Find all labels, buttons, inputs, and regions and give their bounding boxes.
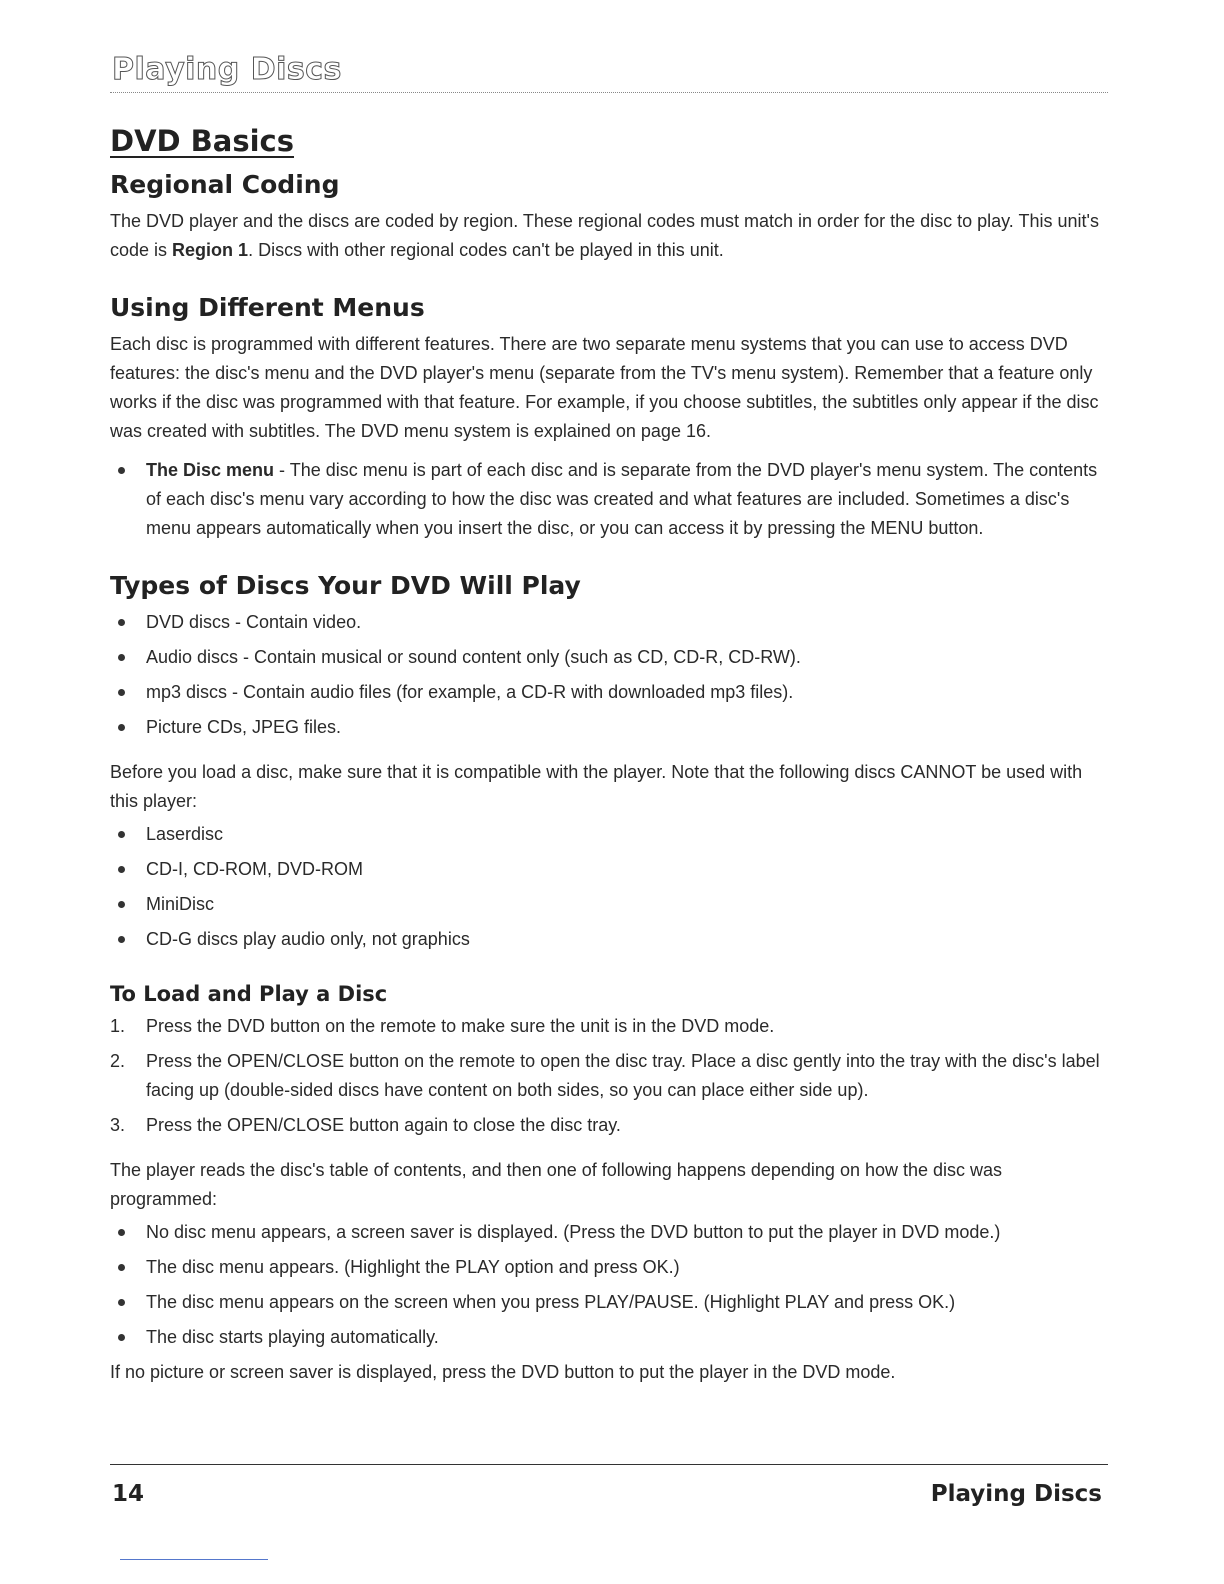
step-item: [110, 1012, 1108, 1041]
step-number: 3.: [110, 1115, 126, 1135]
menus-bullet-list: [110, 456, 1108, 543]
menus-heading: Using Different Menus: [110, 293, 425, 322]
step-item: [110, 1047, 1108, 1105]
disc-menu-term: The Disc menu: [146, 460, 275, 480]
player-reads-paragraph: The player reads the disc's table of contents, and then one of following happens depending on how the disc was programmed:: [110, 1160, 1003, 1209]
list-item: [110, 456, 1108, 543]
regional-coding-heading: Regional Coding: [110, 170, 340, 199]
page-footer: [110, 1464, 1108, 1507]
regional-text-after: . Discs with other regional codes can't be played in this unit.: [248, 240, 724, 260]
step-text: Press the OPEN/CLOSE button on the remote to open the disc tray. Place a disc gently into the tray with the disc's label facing up (double-sided discs have content on both sides, so you can place either side up).: [146, 1051, 1100, 1100]
regional-coding-paragraph: [110, 207, 1108, 265]
list-item: The disc menu appears on the screen when you press PLAY/PAUSE. (Highlight PLAY and press OK.): [110, 1288, 1108, 1317]
regional-text-before: The DVD player and the discs are coded by region. These regional codes must match in order for the disc to play. This unit's code is: [110, 211, 1099, 260]
footer-title: Playing Discs: [930, 1481, 1102, 1507]
compatibility-note: Before you load a disc, make sure that it is compatible with the player. Note that the following discs CANNOT be used with this player:: [110, 762, 1083, 811]
region-code: Region 1: [172, 240, 249, 260]
outcomes-list: [110, 1218, 1108, 1352]
step-number: 1.: [110, 1016, 126, 1036]
running-head: [110, 52, 1108, 93]
list-item: The disc starts playing automatically.: [110, 1323, 1108, 1352]
step-text: Press the DVD button on the remote to make sure the unit is in the DVD mode.: [146, 1016, 775, 1036]
list-item: CD-G discs play audio only, not graphics: [110, 925, 1108, 954]
list-item: CD-I, CD-ROM, DVD-ROM: [110, 855, 1108, 884]
list-item: Audio discs - Contain musical or sound content only (such as CD, CD-R, CD-RW).: [110, 643, 1108, 672]
page-number: 14: [112, 1481, 145, 1507]
list-item: DVD discs - Contain video.: [110, 608, 1108, 637]
scan-divider-line: [120, 1559, 268, 1560]
final-note: If no picture or screen saver is displayed, press the DVD button to put the player in the DVD mode.: [110, 1362, 896, 1382]
list-item: Picture CDs, JPEG files.: [110, 713, 1108, 742]
list-item: mp3 discs - Contain audio files (for example, a CD-R with downloaded mp3 files).: [110, 678, 1108, 707]
list-item: MiniDisc: [110, 890, 1108, 919]
incompatible-discs-list: [110, 820, 1108, 954]
load-disc-heading: To Load and Play a Disc: [110, 982, 388, 1006]
running-head-text: Playing Discs: [112, 52, 342, 87]
load-steps-list: [110, 1012, 1108, 1140]
disc-types-list: [110, 608, 1108, 742]
step-item: [110, 1111, 1108, 1140]
section-title: DVD Basics: [110, 124, 295, 158]
disc-menu-description: - The disc menu is part of each disc and is separate from the DVD player's menu system. The contents of each disc's menu vary according to how the disc was created and what features are included. Sometimes a disc's menu appears automatically when you insert the disc, or you can access it by pressing the MENU button.: [146, 460, 1098, 538]
list-item: The disc menu appears. (Highlight the PLAY option and press OK.): [110, 1253, 1108, 1282]
list-item: No disc menu appears, a screen saver is displayed. (Press the DVD button to put the player in DVD mode.): [110, 1218, 1108, 1247]
list-item: Laserdisc: [110, 820, 1108, 849]
menus-paragraph: Each disc is programmed with different features. There are two separate menu systems that you can use to access DVD features: the disc's menu and the DVD player's menu (separate from the TV's menu system). Remember that a feature only works if the disc was programmed with that feature. For example, if you choose subtitles, the subtitles only appear if the disc was created with subtitles. The DVD menu system is explained on page 16.: [110, 334, 1099, 441]
disc-types-heading: Types of Discs Your DVD Will Play: [110, 571, 581, 600]
step-text: Press the OPEN/CLOSE button again to close the disc tray.: [146, 1115, 621, 1135]
page-content: [110, 124, 1108, 1387]
step-number: 2.: [110, 1051, 126, 1071]
